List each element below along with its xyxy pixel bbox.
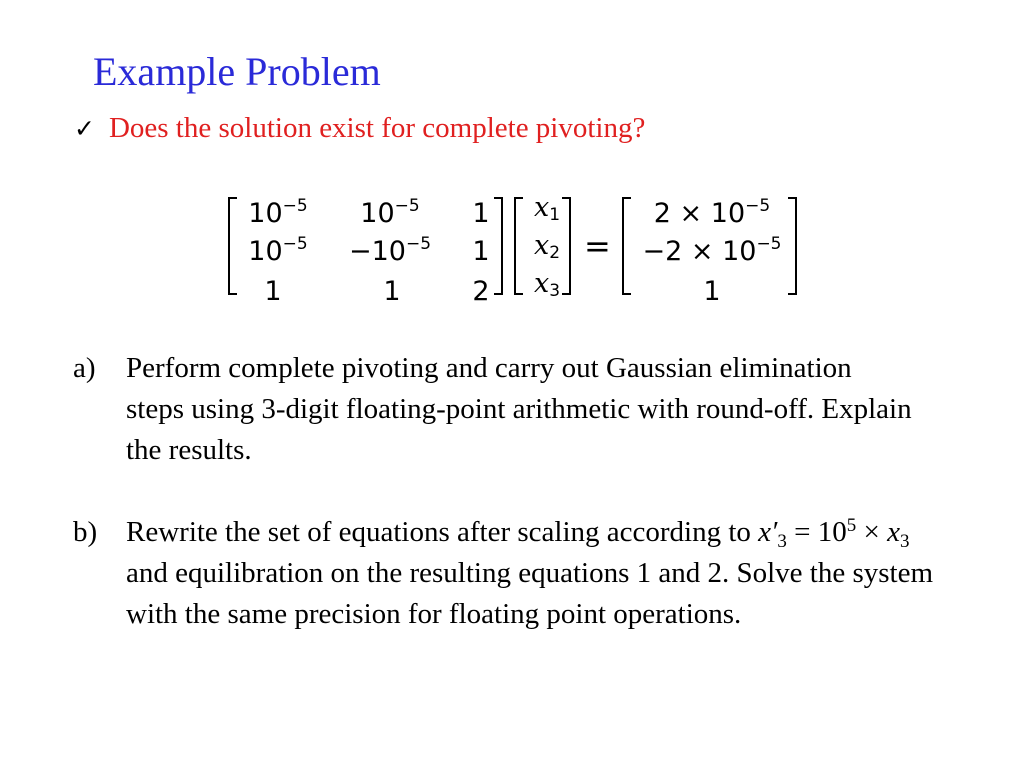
- x1-entry: $x_1$: [533, 192, 561, 225]
- x3-entry: $x_3$: [533, 268, 561, 301]
- part-a-label: a): [73, 352, 96, 384]
- part-b-text: Rewrite the set of equations after scaling according to $x'_3 = 10^5 \times x_3$ and equilibration on the resulting equations 1 and 2. Solve the system with the same precision for floating point operations.: [126, 515, 934, 630]
- matrix-cell: 2: [472, 276, 490, 307]
- right-bracket-x: [562, 197, 571, 295]
- question-bullet: [74, 112, 645, 145]
- left-bracket-b: [622, 197, 631, 295]
- matrix-cell: 1: [264, 276, 282, 307]
- right-bracket-b: [788, 197, 797, 295]
- matrix-cell: $10^{-5}$: [360, 196, 420, 229]
- left-bracket-x: [514, 197, 523, 295]
- b3-entry: 1: [703, 276, 721, 307]
- b2-entry: $-2 \times 10^{-5}$: [642, 234, 782, 267]
- part-a-text: Perform complete pivoting and carry out Gaussian elimination steps using 3-digit floating-point arithmetic with round-off. Explain the results.: [126, 352, 912, 466]
- matrix-cell: $10^{-5}$: [248, 234, 308, 267]
- question-text: Does the solution exist for complete pivoting?: [108, 112, 646, 144]
- part-a: [73, 348, 916, 471]
- matrix-cell: 1: [472, 236, 490, 267]
- b1-entry: $2 \times 10^{-5}$: [653, 196, 771, 229]
- part-b: [73, 512, 941, 635]
- slide-title: Example Problem: [93, 49, 381, 94]
- checkmark-icon: ✓: [74, 114, 95, 143]
- left-bracket-A: [228, 197, 237, 295]
- equals-sign: =: [584, 227, 611, 265]
- matrix-equation: [222, 192, 802, 307]
- matrix-cell: 1: [472, 198, 490, 229]
- part-b-label: b): [73, 516, 98, 548]
- right-bracket-A: [494, 197, 503, 295]
- matrix-cell: $-10^{-5}$: [348, 234, 432, 267]
- matrix-cell: 1: [383, 276, 401, 307]
- matrix-cell: $10^{-5}$: [248, 196, 308, 229]
- x2-entry: $x_2$: [533, 230, 561, 263]
